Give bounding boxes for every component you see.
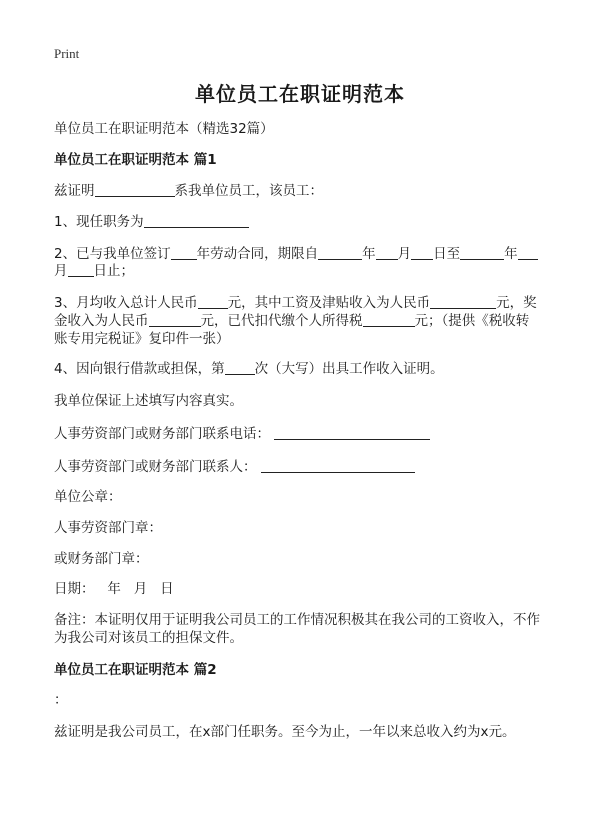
blank-end-day	[68, 262, 94, 277]
cert-line	[54, 180, 554, 202]
item3-text-c: 元，奖	[496, 295, 537, 311]
item3-text-f: 元；（提供《税收转	[414, 313, 530, 329]
page-title: 单位员工在职证明范本	[195, 82, 405, 106]
item4-line	[54, 358, 554, 380]
seal-unit: 单位公章：	[54, 489, 122, 505]
contact-label: 人事劳资部门或财务部门联系人：	[54, 459, 257, 475]
item2-text-f: 年	[504, 246, 518, 262]
blank-contact	[261, 458, 415, 473]
item2-text-g: 月	[54, 263, 68, 279]
item3-text-a: 3、月均收入总计人民币	[54, 295, 198, 311]
item2-line-2	[54, 260, 554, 282]
section2-colon: ：	[54, 692, 68, 708]
item2-text-e: 日至	[433, 246, 461, 262]
blank-contract-years	[171, 245, 197, 260]
item3-text-e: 元，已代扣代缴个人所得税	[200, 313, 363, 329]
phone-label: 人事劳资部门或财务部门联系电话：	[54, 426, 270, 442]
item1-line	[54, 211, 554, 233]
seal-finance: 或财务部门章：	[54, 551, 149, 567]
date-line: 日期： 年 月 日	[54, 581, 174, 597]
contact-line	[54, 456, 554, 478]
blank-start-day	[411, 245, 433, 260]
cert-text-b: 系我单位员工，该员工：	[174, 183, 323, 199]
blank-name	[95, 182, 175, 197]
item2-text-b: 年劳动合同，期限自	[196, 246, 319, 262]
print-link[interactable]: Print	[54, 46, 80, 61]
section1-heading: 单位员工在职证明范本 篇1	[54, 152, 217, 168]
blank-start-month	[376, 245, 398, 260]
item2-text-h: 日止；	[93, 263, 134, 279]
blank-end-year	[460, 245, 504, 260]
blank-tax	[363, 312, 415, 327]
blank-start-year	[318, 245, 362, 260]
blank-phone	[274, 425, 430, 440]
seal-hr: 人事劳资部门章：	[54, 520, 162, 536]
item2-text-d: 月	[397, 246, 412, 262]
item2-text-c: 年	[362, 246, 376, 262]
item1-text: 1、现任职务为	[54, 214, 144, 230]
blank-salary-income	[430, 294, 496, 309]
section2-text: 兹证明是我公司员工，在x部门任职务。至今为止，一年以来总收入约为x元。	[54, 724, 516, 740]
item3-text-b: 元，其中工资及津贴收入为人民币	[227, 295, 431, 311]
section2-heading: 单位员工在职证明范本 篇2	[54, 662, 217, 678]
blank-position	[144, 213, 249, 228]
note-line-1: 备注：本证明仅用于证明我公司员工的工作情况积极其在我公司的工资收入，不作	[54, 612, 540, 628]
item4-text-b: 次（大写）出具工作收入证明。	[254, 361, 444, 377]
guarantee-text: 我单位保证上述填写内容真实。	[54, 393, 243, 409]
subtitle: 单位员工在职证明范本（精选32篇）	[54, 121, 274, 137]
blank-bonus-income	[149, 312, 201, 327]
blank-end-month-a	[518, 245, 538, 260]
phone-line	[54, 423, 554, 445]
cert-text-a: 兹证明	[54, 183, 95, 199]
blank-times	[225, 360, 255, 375]
note-line-2: 为我公司对该员工的担保文件。	[54, 630, 243, 646]
item3-text-d: 金收入为人民币	[54, 313, 149, 329]
item4-text-a: 4、因向银行借款或担保，第	[54, 361, 225, 377]
item3-line-3: 账专用完税证》复印件一张）	[54, 331, 230, 347]
blank-monthly-income	[198, 294, 228, 309]
item2-text-a: 2、已与我单位签订	[54, 246, 171, 262]
